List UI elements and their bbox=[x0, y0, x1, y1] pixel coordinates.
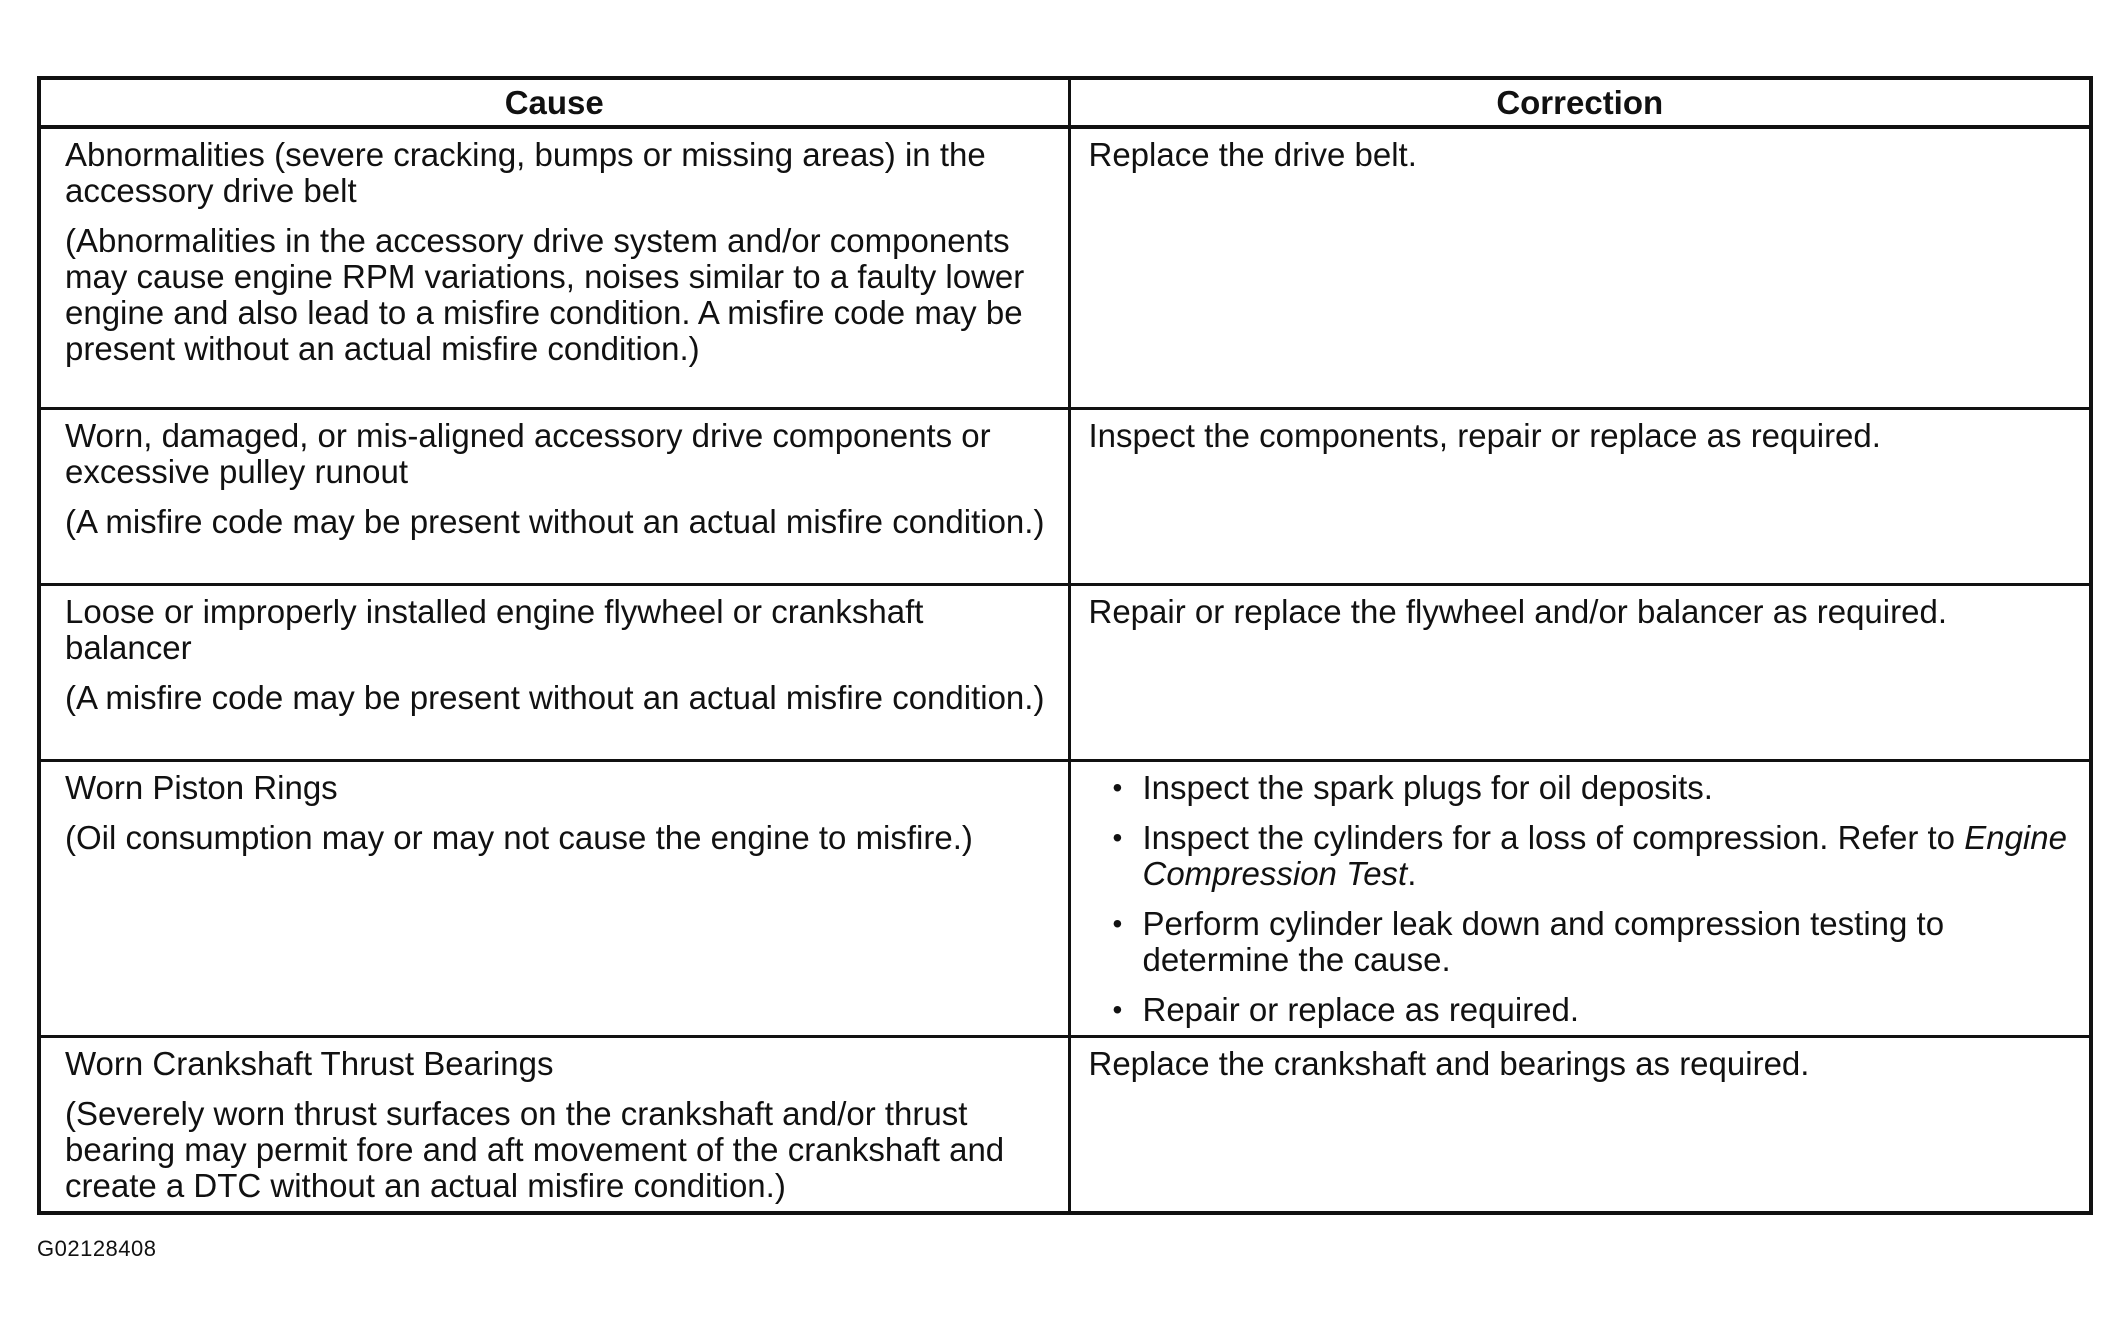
cause-text: Worn Piston Rings bbox=[65, 768, 338, 806]
correction-text: Replace the drive belt. bbox=[1088, 136, 1417, 173]
correction-text: Inspect the components, repair or replace as required. bbox=[1088, 416, 1881, 454]
step-ref-suffix: . bbox=[1407, 854, 1417, 892]
bullet-icon: • bbox=[1112, 993, 1123, 1025]
correction-cell bbox=[1069, 584, 2091, 760]
table-row bbox=[39, 584, 2091, 760]
cause-cell bbox=[39, 408, 1069, 584]
bullet-icon: • bbox=[1112, 771, 1123, 803]
cause-note: (Oil consumption may or may not cause the engine to misfire.) bbox=[65, 818, 973, 856]
correction-text: Repair or replace the flywheel and/or balancer as required. bbox=[1088, 592, 1947, 630]
correction-text: Replace the crankshaft and bearings as required. bbox=[1088, 1044, 1810, 1082]
cause-cell bbox=[39, 760, 1069, 1036]
cause-note: (A misfire code may be present without an actual misfire condition.) bbox=[65, 502, 1045, 540]
correction-cell bbox=[1069, 1036, 2091, 1213]
correction-column-header: Correction bbox=[1069, 78, 2091, 127]
list-item bbox=[1112, 990, 2080, 1028]
cause-text: Worn, damaged, or mis-aligned accessory drive components or excessive pulley runout bbox=[65, 416, 991, 490]
step-text: Perform cylinder leak down and compression testing to determine the cause. bbox=[1142, 904, 1945, 978]
table-row bbox=[39, 760, 2091, 1036]
cause-note: (Severely worn thrust surfaces on the crankshaft and/or thrust bearing may permit fore and aft movement of the crankshaft and create a DTC without an actual misfire condition.) bbox=[65, 1094, 1005, 1204]
correction-cell bbox=[1069, 408, 2091, 584]
table-row bbox=[39, 1036, 2091, 1213]
table-row bbox=[39, 127, 2091, 408]
list-item bbox=[1112, 818, 2080, 892]
list-item bbox=[1112, 768, 2080, 806]
cause-column-header: Cause bbox=[39, 78, 1069, 127]
cause-cell bbox=[39, 584, 1069, 760]
step-text: Inspect the spark plugs for oil deposits. bbox=[1142, 768, 1713, 806]
bullet-icon: • bbox=[1112, 821, 1123, 853]
correction-steps-list bbox=[1089, 770, 2080, 1028]
diagnostic-table-container bbox=[37, 76, 2089, 1215]
cause-text: Worn Crankshaft Thrust Bearings bbox=[65, 1044, 554, 1082]
step-text: Inspect the cylinders for a loss of compression. Refer to bbox=[1142, 818, 1956, 856]
table-row bbox=[39, 408, 2091, 584]
correction-cell bbox=[1069, 760, 2091, 1036]
figure-id: G02128408 bbox=[37, 1236, 157, 1261]
cause-note: (A misfire code may be present without an actual misfire condition.) bbox=[65, 678, 1045, 716]
cause-text: Loose or improperly installed engine flywheel or crankshaft balancer bbox=[65, 592, 924, 666]
cause-cell bbox=[39, 127, 1069, 408]
list-item bbox=[1112, 904, 2080, 978]
cause-note: (Abnormalities in the accessory drive system and/or components may cause engine RPM variations, noises similar to a faulty lower engine and also lead to a misfire condition. A misfire code may be present without an actual misfire condition.) bbox=[65, 222, 1025, 367]
step-text: Repair or replace as required. bbox=[1142, 990, 1580, 1028]
engine-compression-test-link[interactable]: Engine Compression Test bbox=[1142, 818, 2067, 892]
bullet-icon: • bbox=[1112, 907, 1123, 939]
cause-text: Abnormalities (severe cracking, bumps or missing areas) in the accessory drive belt bbox=[65, 136, 986, 209]
cause-correction-table bbox=[37, 76, 2093, 1215]
cause-cell bbox=[39, 1036, 1069, 1213]
header-row bbox=[39, 78, 2091, 127]
correction-cell bbox=[1069, 127, 2091, 408]
